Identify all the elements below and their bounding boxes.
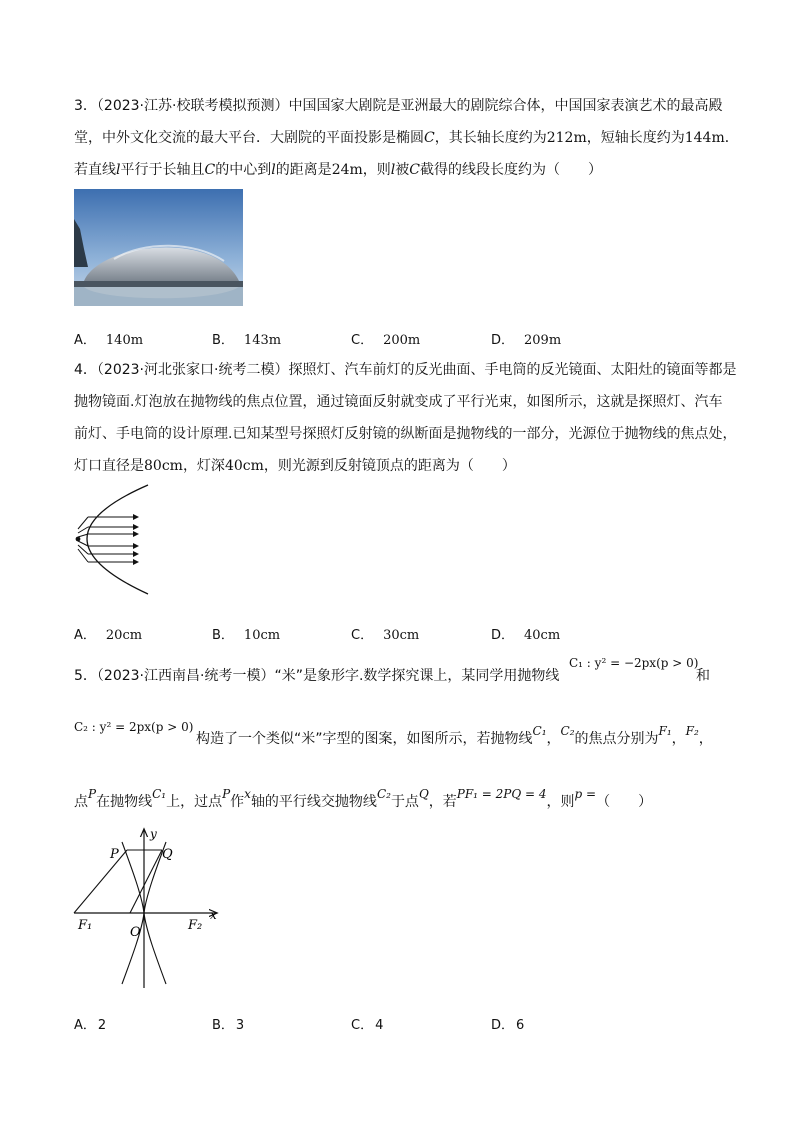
q3-number: 3． bbox=[74, 98, 97, 114]
q3-text: 被 bbox=[395, 162, 410, 178]
q5-text: 轴的平行线交抛物线 bbox=[250, 794, 377, 810]
option-label: D． bbox=[491, 333, 515, 348]
option-value: 3 bbox=[235, 1018, 245, 1033]
q5-c2: C₂ bbox=[376, 787, 391, 801]
q3-text: ． bbox=[724, 130, 739, 146]
q5-f2: F₂ bbox=[685, 724, 699, 738]
label-y: y bbox=[150, 827, 157, 841]
q5-text: ， bbox=[546, 731, 561, 747]
q4-source: （2023·河北张家口·统考二模） bbox=[96, 362, 289, 378]
q3-var-l: l bbox=[390, 162, 396, 178]
option-label: C． bbox=[351, 333, 374, 348]
q4-option-b[interactable] bbox=[212, 624, 280, 643]
label-f1: F₁ bbox=[78, 918, 93, 933]
q5-source: （2023·江西南昌·统考一模） bbox=[96, 668, 275, 684]
q5-option-c[interactable] bbox=[351, 1014, 383, 1033]
q5-point-p: P bbox=[88, 787, 97, 801]
option-label: D． bbox=[491, 628, 515, 643]
q5-text: 上，过点 bbox=[166, 794, 223, 810]
q3-text: 的中心到 bbox=[215, 162, 272, 178]
q4-text: 前灯、手电筒的设计原理.已知某型号探照灯反射镜的纵断面是抛物线的一部分，光源位于抛物线的焦点处， bbox=[74, 426, 737, 442]
option-label: D． bbox=[491, 1018, 515, 1033]
q5-text: “米”是象形字.数学探究课上，某同学用抛物线 bbox=[274, 668, 560, 684]
q3-var-l: l bbox=[116, 162, 121, 178]
q5-f1: F₁ bbox=[658, 724, 672, 738]
q3-var-c: C bbox=[424, 130, 435, 146]
q3-text: 平行于长轴且 bbox=[120, 162, 205, 178]
q3-line-2 bbox=[74, 128, 739, 148]
option-value: 30cm bbox=[383, 628, 420, 643]
q3-line-3 bbox=[74, 160, 602, 180]
q5-condition: PF₁ = 2PQ = 4 bbox=[456, 787, 547, 801]
q4-depth: 40cm bbox=[224, 458, 264, 474]
option-label: A． bbox=[74, 333, 96, 348]
q3-option-a[interactable] bbox=[74, 329, 143, 348]
option-value: 40cm bbox=[524, 628, 561, 643]
option-label: B． bbox=[212, 628, 234, 643]
q5-text: ，则 bbox=[546, 794, 575, 810]
q5-text: 作 bbox=[230, 794, 245, 810]
q5-c2: C₂ bbox=[560, 724, 575, 738]
q5-c2-equation: C₂ : y² = 2px(p > 0) bbox=[74, 720, 194, 734]
q5-line-2 bbox=[196, 724, 713, 749]
q3-option-c[interactable] bbox=[351, 329, 420, 348]
label-f2: F₂ bbox=[188, 918, 203, 933]
option-label: A． bbox=[74, 1018, 96, 1033]
q3-line-1 bbox=[74, 96, 722, 116]
option-value: 140m bbox=[105, 333, 144, 348]
q4-option-d[interactable] bbox=[491, 624, 560, 643]
q5-point-p: P bbox=[222, 787, 231, 801]
q4-line-1 bbox=[74, 360, 736, 380]
q5-c1-equation: C₁ : y² = −2px(p > 0) bbox=[569, 656, 699, 670]
label-x: x bbox=[210, 908, 217, 922]
q5-option-b[interactable] bbox=[212, 1014, 244, 1033]
option-label: A． bbox=[74, 628, 96, 643]
q3-long-axis: 212m bbox=[546, 130, 587, 146]
option-label: B． bbox=[212, 333, 234, 348]
q3-option-d[interactable] bbox=[491, 329, 561, 348]
q3-text: 中国国家大剧院是亚洲最大的剧院综合体，中国国家表演艺术的最高殿 bbox=[288, 98, 723, 114]
q5-x: x bbox=[244, 787, 251, 801]
q5-number: 5． bbox=[74, 668, 97, 684]
q5-point-q: Q bbox=[418, 787, 429, 801]
q4-text: 灯口直径是 bbox=[74, 458, 144, 474]
q3-short-axis: 144m bbox=[684, 130, 725, 146]
q3-var-l: l bbox=[271, 162, 276, 178]
q4-option-c[interactable] bbox=[351, 624, 419, 643]
option-value: 4 bbox=[375, 1018, 384, 1033]
q4-option-a[interactable] bbox=[74, 624, 142, 643]
q5-text: 于点 bbox=[390, 794, 419, 810]
option-value: 209m bbox=[524, 333, 562, 348]
q4-text: 探照灯、汽车前灯的反光曲面、手电筒的反光镜面、太阳灶的镜面等都是 bbox=[288, 362, 737, 378]
q4-line-3 bbox=[74, 424, 736, 444]
q4-text: 抛物镜面.灯泡放在抛物线的焦点位置，通过镜面反射就变成了平行光束，如图所示，这就是探照灯、汽车 bbox=[74, 394, 723, 410]
q3-text: 若直线 bbox=[74, 162, 116, 178]
q5-text: 构造了一个类似“米”字型的图案，如图所示，若抛物线 bbox=[196, 731, 533, 747]
parabola-reflector-figure bbox=[66, 482, 156, 600]
q5-text: 的焦点分别为 bbox=[574, 731, 659, 747]
q3-text: ，短轴长度约为 bbox=[586, 130, 685, 146]
q5-text: 点 bbox=[74, 794, 88, 810]
q4-text: ，则光源到反射镜顶点的距离为（ ） bbox=[263, 458, 516, 474]
option-value: 200m bbox=[383, 333, 421, 348]
option-label: C． bbox=[351, 628, 374, 643]
option-value: 20cm bbox=[105, 628, 143, 643]
option-value: 10cm bbox=[243, 628, 281, 643]
option-value: 2 bbox=[97, 1018, 107, 1033]
option-label: C． bbox=[351, 1018, 374, 1033]
q5-c1: C₁ bbox=[532, 724, 547, 738]
label-q: Q bbox=[162, 847, 173, 862]
q3-var-c: C bbox=[409, 162, 420, 178]
q5-p-equals: p = bbox=[574, 787, 597, 801]
q5-c1: C₁ bbox=[152, 787, 167, 801]
q5-text: ， bbox=[671, 731, 686, 747]
theater-photo bbox=[74, 189, 243, 306]
q5-option-a[interactable] bbox=[74, 1014, 106, 1033]
q3-distance: 24m bbox=[331, 162, 363, 178]
q5-line-1 bbox=[74, 666, 559, 686]
q4-line-2 bbox=[74, 392, 722, 412]
q5-text: ，若 bbox=[428, 794, 457, 810]
q5-text: 在抛物线 bbox=[96, 794, 153, 810]
q3-text: 的距离是 bbox=[275, 162, 332, 178]
mi-character-parabola-figure bbox=[70, 822, 230, 994]
q3-var-c: C bbox=[204, 162, 216, 178]
option-value: 143m bbox=[243, 333, 282, 348]
label-p: P bbox=[110, 847, 119, 862]
q3-text: 截得的线段长度约为（ ） bbox=[419, 162, 602, 178]
q4-text: ，灯深 bbox=[182, 458, 225, 474]
label-o: O bbox=[130, 925, 141, 940]
q3-source: （2023·江苏·校联考模拟预测） bbox=[96, 98, 289, 114]
q3-text: ，则 bbox=[362, 162, 391, 178]
q4-diameter: 80cm bbox=[144, 458, 183, 474]
q3-text: 堂，中外文化交流的最大平台．大剧院的平面投影是椭圆 bbox=[74, 130, 424, 146]
option-value: 6 bbox=[516, 1018, 525, 1033]
q3-option-b[interactable] bbox=[212, 329, 281, 348]
q5-line-3 bbox=[74, 787, 653, 812]
option-label: B． bbox=[212, 1018, 234, 1033]
q4-line-4 bbox=[74, 456, 516, 476]
q3-text: ，其长轴长度约为 bbox=[434, 130, 547, 146]
q5-text: （ ） bbox=[596, 794, 653, 810]
q5-option-d[interactable] bbox=[491, 1014, 524, 1033]
q4-number: 4． bbox=[74, 362, 97, 378]
q5-and: 和 bbox=[696, 668, 710, 684]
q5-text: ， bbox=[698, 731, 713, 747]
